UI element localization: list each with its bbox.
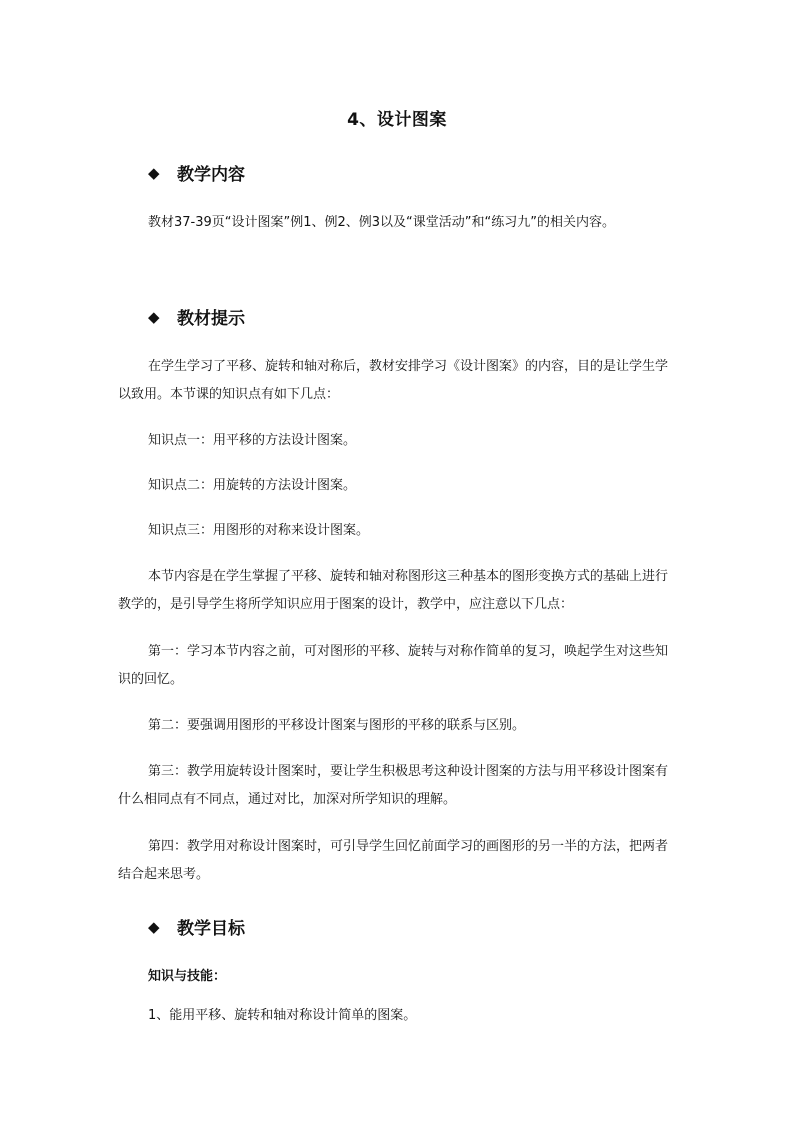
diamond-bullet-icon: ◆ (148, 307, 160, 326)
hints-paragraph-intro: 在学生学习了平移、旋转和轴对称后，教材安排学习《设计图案》的内容，目的是让学生学以致用。本节课的知识点有如下几点： (118, 359, 669, 402)
knowledge-point-2: 知识点二：用旋转的方法设计图案。 (148, 478, 357, 493)
section-heading-hints (148, 304, 245, 329)
section-label: 教学目标 (177, 919, 245, 939)
hints-paragraph-main: 本节内容是在学生掌握了平移、旋转和轴对称图形这三种基本的图形变换方式的基础上进行教学的，是引导学生将所学知识应用于图案的设计，教学中，应注意以下几点： (118, 569, 669, 612)
section-label: 教材提示 (177, 309, 245, 329)
knowledge-point-3: 知识点三：用图形的对称来设计图案。 (148, 523, 370, 538)
knowledge-point-1: 知识点一：用平移的方法设计图案。 (148, 433, 357, 448)
teaching-note-4: 第四：教学用对称设计图案时，可引导学生回忆前面学习的画图形的另一半的方法，把两者结合起来思考。 (118, 839, 669, 882)
teaching-note-3: 第三：教学用旋转设计图案时，要让学生积极思考这种设计图案的方法与用平移设计图案有什么相同点有不同点，通过对比，加深对所学知识的理解。 (118, 764, 669, 807)
section-label: 教学内容 (177, 165, 245, 185)
section-heading-content (148, 160, 245, 185)
goals-subheading: 知识与技能： (148, 969, 227, 984)
diamond-bullet-icon: ◆ (148, 163, 160, 182)
diamond-bullet-icon: ◆ (148, 917, 160, 936)
section-heading-goals (148, 914, 245, 939)
teaching-note-2: 第二：要强调用图形的平移设计图案与图形的平移的联系与区别。 (148, 718, 526, 733)
goal-item-1: 1、能用平移、旋转和轴对称设计简单的图案。 (148, 1008, 417, 1023)
content-paragraph: 教材37-39页“设计图案”例1、例2、例3以及“课堂活动”和“练习九”的相关内容。 (148, 215, 615, 230)
page-title: 4、设计图案 (347, 110, 447, 130)
teaching-note-1: 第一：学习本节内容之前，可对图形的平移、旋转与对称作简单的复习，唤起学生对这些知识的回忆。 (118, 644, 669, 687)
